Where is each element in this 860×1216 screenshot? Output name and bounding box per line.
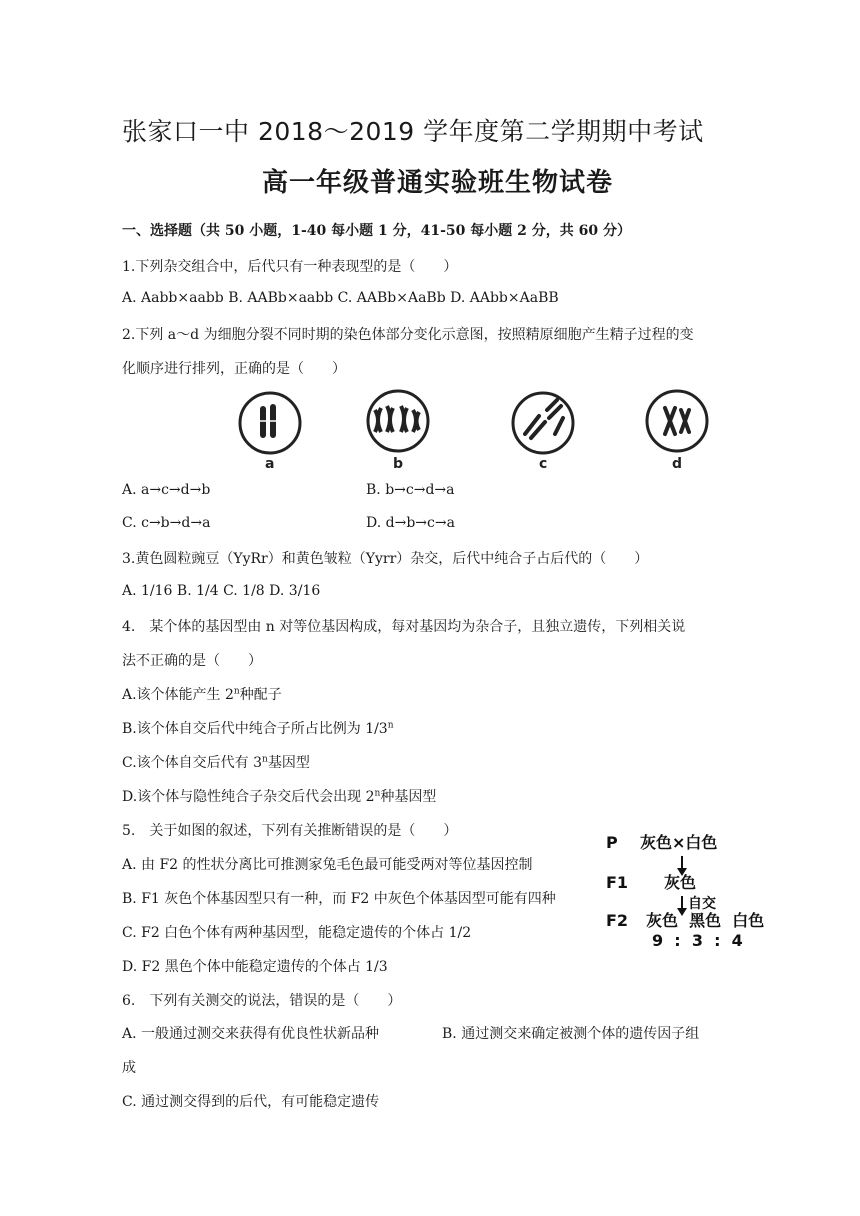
option-text: A.该个体能产生 2 [122,687,234,703]
cell-c [513,393,573,453]
cell-division-figure [225,388,725,474]
question-5-option-b: B. F1 灰色个体基因型只有一种，而 F2 中灰色个体基因型可能有四种 [122,891,556,907]
question-6-option-a: A. 一般通过测交来获得有优良性状新品种 [122,1026,380,1042]
option-text: D.该个体与隐性纯合子杂交后代会出现 2 [122,789,375,805]
question-6-option-c: C. 通过测交得到的后代，有可能稳定遗传 [122,1094,380,1110]
cross-p-text: 灰色×白色 [640,833,718,852]
option-text: C.该个体自交后代有 3 [122,755,263,771]
option-text: 种基因型 [380,789,437,805]
question-4-stem-line2: 法不正确的是（ ） [122,653,262,669]
question-2-option-c: C. c→b→d→a [122,515,211,531]
exponent: n [233,686,240,697]
cross-ratio: 9 : 3 : 4 [652,931,743,950]
question-4-option-a [122,684,282,704]
question-6-option-b-cont: 成 [122,1060,136,1076]
cell-d [647,391,707,451]
cross-f2-label: F2 [606,911,629,930]
cell-a [240,393,300,453]
figure-label-b: b [393,456,404,472]
question-3-stem: 3.黄色圆粒豌豆（YyRr）和黄色皱粒（Yyrr）杂交，后代中纯合子占后代的（ ） [122,551,649,567]
question-2-stem-line1: 2.下列 a～d 为细胞分裂不同时期的染色体部分变化示意图，按照精原细胞产生精子过程的变 [122,327,694,343]
cell-b [368,391,428,451]
question-4-option-b [122,718,394,738]
question-6-stem: 6. 下列有关测交的说法，错误的是（ ） [122,993,402,1009]
cross-f2-text: 灰色 黑色 白色 [646,911,765,930]
cross-f1-label: F1 [606,873,629,892]
genetic-cross-diagram [600,826,770,954]
question-6-option-b: B. 通过测交来确定被测个体的遗传因子组 [442,1026,700,1042]
question-4-stem-line1: 4. 某个体的基因型由 n 对等位基因构成，每对基因均为杂合子，且独立遗传，下列相关说 [122,619,686,635]
question-3-options: A. 1/16 B. 1/4 C. 1/8 D. 3/16 [122,583,321,599]
exam-title: 张家口一中 2018～2019 学年度第二学期期中考试 [122,117,704,146]
option-text: B.该个体自交后代中纯合子所占比例为 1/3 [122,721,388,737]
cross-f1-text: 灰色 [664,873,697,892]
figure-label-d: d [672,456,683,472]
exponent: n [387,720,394,731]
question-2-option-a: A. a→c→d→b [122,482,211,498]
section-heading: 一、选择题（共 50 小题，1-40 每小题 1 分，41-50 每小题 2 分，共 60 分） [122,223,631,239]
question-5-option-d: D. F2 黑色个体中能稳定遗传的个体占 1/3 [122,959,388,975]
exponent: n [262,754,268,765]
question-2-option-b: B. b→c→d→a [366,482,455,498]
question-5-stem: 5. 关于如图的叙述，下列有关推断错误的是（ ） [122,823,458,839]
question-1-stem: 1.下列杂交组合中，后代只有一种表现型的是（ ） [122,259,458,275]
option-text: 种配子 [239,687,282,703]
question-5-option-a: A. 由 F2 的性状分离比可推测家兔毛色最可能受两对等位基因控制 [122,857,533,873]
cross-p-label: P [606,833,618,852]
question-1-options: A. Aabb×aabb B. AABb×aabb C. AABb×AaBb D. AAbb×AaBB [122,290,559,306]
exponent: n [374,788,381,799]
question-2-stem-line2: 化顺序进行排列，正确的是（ ） [122,361,346,377]
question-4-option-d [122,786,436,806]
cross-selfing: 自交 [688,896,716,912]
figure-label-a: a [265,456,275,472]
option-text: 基因型 [267,755,310,771]
question-4-option-c [122,752,310,772]
exam-subtitle: 高一年级普通实验班生物试卷 [262,168,614,198]
question-5-option-c: C. F2 白色个体有两种基因型，能稳定遗传的个体占 1/2 [122,925,472,941]
question-2-option-d: D. d→b→c→a [366,515,455,531]
figure-label-c: c [539,456,548,472]
